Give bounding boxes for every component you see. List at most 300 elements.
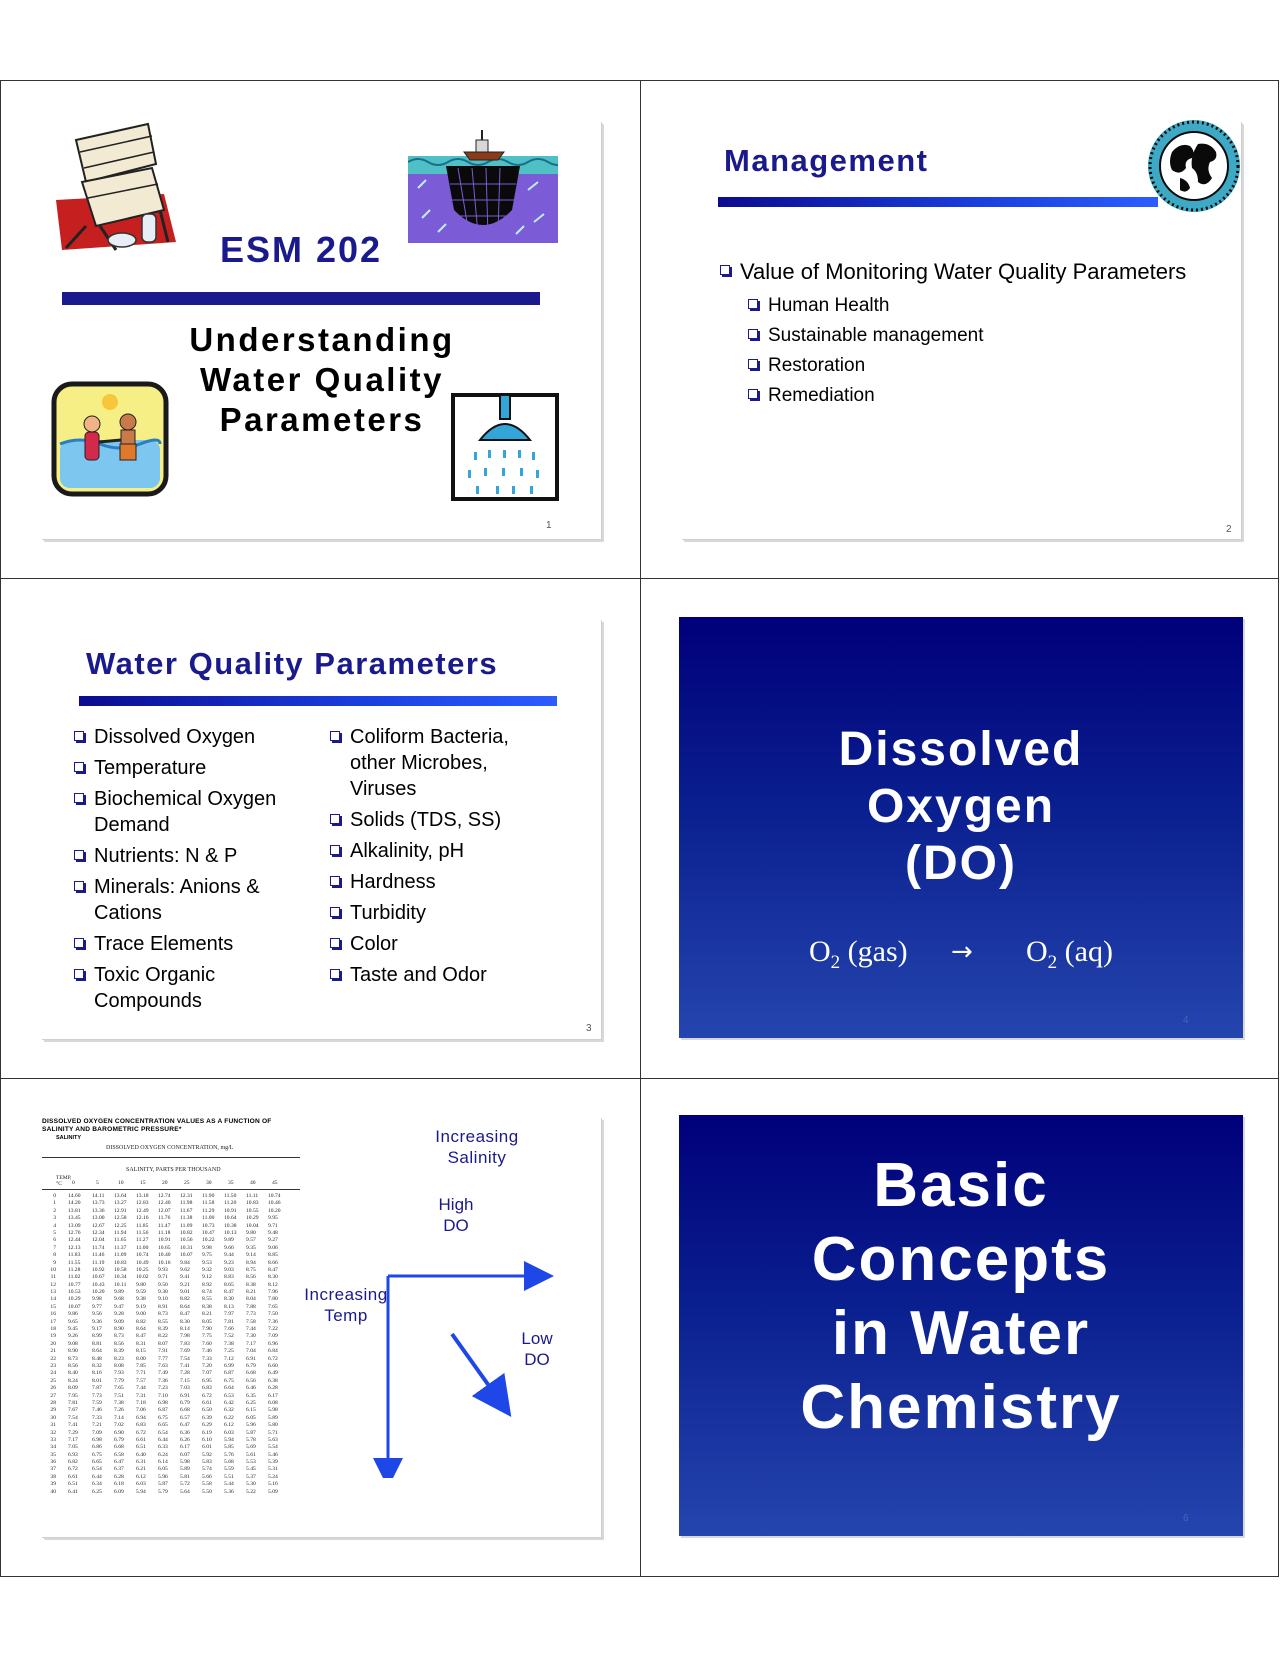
- do-value-cell: 6.72: [268, 1355, 278, 1362]
- salinity-columns: [42, 1180, 300, 1188]
- do-value-cell: 7.52: [224, 1333, 234, 1340]
- slide-1-title: [172, 320, 472, 440]
- temp-cell: 40: [50, 1488, 56, 1495]
- do-value-cell: 11.76: [158, 1215, 171, 1222]
- do-value-cell: 10.65: [158, 1244, 171, 1251]
- do-value-cell: 9.00: [136, 1311, 146, 1318]
- temp-cell: 15: [50, 1303, 56, 1310]
- temp-cell: 8: [53, 1252, 56, 1259]
- do-value-cell: 10.82: [180, 1229, 193, 1236]
- do-value-cell: 12.91: [114, 1207, 127, 1214]
- title-line: in Water: [831, 1299, 1091, 1368]
- do-value-cell: 6.44: [158, 1436, 168, 1443]
- do-value-cell: 6.79: [114, 1436, 124, 1443]
- do-value-cell: 5.89: [180, 1466, 190, 1473]
- fishing-net-icon: [408, 128, 558, 243]
- bullet-text: Trace Elements: [94, 933, 234, 955]
- do-value-cell: 6.14: [158, 1459, 168, 1466]
- label-line: DO: [524, 1350, 550, 1369]
- do-value-cell: 12.83: [136, 1200, 149, 1207]
- do-value-cell: 7.41: [68, 1422, 78, 1429]
- do-value-cell: 11.00: [202, 1215, 215, 1222]
- do-value-cell: 9.98: [202, 1244, 212, 1251]
- do-value-cell: 8.90: [68, 1348, 78, 1355]
- temp-cell: 10: [50, 1266, 56, 1273]
- do-value-cell: 11.55: [68, 1259, 81, 1266]
- do-value-cell: 11.46: [92, 1252, 105, 1259]
- do-value-cell: 9.59: [136, 1289, 146, 1296]
- do-value-cell: 8.38: [202, 1303, 212, 1310]
- do-value-cell: 6.99: [224, 1362, 234, 1369]
- do-value-cell: 9.09: [114, 1318, 124, 1325]
- temp-cell: 32: [50, 1429, 56, 1436]
- do-value-cell: 10.31: [180, 1244, 193, 1251]
- temp-cell: 38: [50, 1473, 56, 1480]
- do-value-cell: 5.69: [246, 1444, 256, 1451]
- do-value-cell: 6.61: [202, 1399, 212, 1406]
- temp-cell: 19: [50, 1333, 56, 1340]
- do-value-cell: 7.79: [114, 1377, 124, 1384]
- do-value-cell: 7.60: [202, 1340, 212, 1347]
- do-value-cell: 7.54: [68, 1414, 78, 1421]
- slide-3: [42, 620, 602, 1040]
- do-value-cell: 6.32: [224, 1407, 234, 1414]
- do-value-cell: 6.09: [114, 1488, 124, 1495]
- table-row: [42, 1341, 300, 1348]
- do-value-cell: 8.73: [68, 1355, 78, 1362]
- do-value-cell: 8.64: [92, 1348, 102, 1355]
- table-row: [42, 1230, 300, 1237]
- table-row: [42, 1296, 300, 1303]
- do-value-cell: 8.21: [246, 1289, 256, 1296]
- table-row: [42, 1400, 300, 1407]
- salinity-column-header: 5: [96, 1180, 99, 1186]
- do-value-cell: 5.87: [246, 1429, 256, 1436]
- table-row: [42, 1193, 300, 1200]
- row-divider-1: [1, 578, 1278, 579]
- temp-cell: 24: [50, 1370, 56, 1377]
- bullet-text: Taste and Odor: [350, 964, 487, 986]
- do-value-cell: 5.59: [224, 1466, 234, 1473]
- do-value-cell: 6.46: [246, 1385, 256, 1392]
- list-item: [330, 807, 550, 833]
- list-item: [748, 291, 1190, 321]
- do-value-cell: 7.22: [268, 1326, 278, 1333]
- do-value-cell: 5.46: [268, 1451, 278, 1458]
- do-value-cell: 6.75: [224, 1377, 234, 1384]
- do-value-cell: 12.16: [136, 1215, 149, 1222]
- temp-cell: 34: [50, 1444, 56, 1451]
- do-value-cell: 9.26: [68, 1333, 78, 1340]
- do-value-cell: 6.91: [246, 1355, 256, 1362]
- do-value-cell: 10.07: [180, 1252, 193, 1259]
- do-value-cell: 8.83: [224, 1274, 234, 1281]
- do-value-cell: 6.01: [202, 1444, 212, 1451]
- do-value-cell: 5.71: [268, 1429, 278, 1436]
- do-value-cell: 10.29: [68, 1296, 81, 1303]
- do-value-cell: 12.34: [92, 1229, 105, 1236]
- list-item: [74, 786, 304, 838]
- do-value-cell: 8.39: [158, 1326, 168, 1333]
- do-value-cell: 7.58: [246, 1318, 256, 1325]
- row-divider-2: [1, 1078, 1278, 1079]
- do-value-cell: 8.85: [268, 1252, 278, 1259]
- do-value-cell: 7.85: [136, 1362, 146, 1369]
- do-value-cell: 6.53: [224, 1392, 234, 1399]
- do-value-cell: 7.17: [246, 1340, 256, 1347]
- checkbox-bullet-icon: [330, 969, 340, 979]
- do-value-cell: 5.24: [268, 1473, 278, 1480]
- do-value-cell: 7.88: [246, 1303, 256, 1310]
- right-parameter-list: [330, 724, 550, 993]
- do-value-cell: 13.45: [68, 1215, 81, 1222]
- checkbox-bullet-icon: [330, 814, 340, 824]
- do-value-cell: 9.10: [158, 1296, 168, 1303]
- do-value-cell: 8.00: [136, 1355, 146, 1362]
- do-value-cell: 7.44: [136, 1385, 146, 1392]
- do-value-cell: 8.74: [202, 1289, 212, 1296]
- bullet-text: Nutrients: N & P: [94, 845, 238, 867]
- do-decrease-arrow: [452, 1334, 502, 1404]
- do-value-cell: 7.23: [158, 1385, 168, 1392]
- do-value-cell: 8.47: [268, 1266, 278, 1273]
- slide-number: 2: [1226, 524, 1232, 535]
- do-value-cell: 5.74: [202, 1466, 212, 1473]
- do-value-cell: 8.48: [92, 1355, 102, 1362]
- do-value-cell: 10.38: [224, 1222, 237, 1229]
- temp-cell: 17: [50, 1318, 56, 1325]
- do-value-cell: 10.53: [68, 1289, 81, 1296]
- do-value-cell: 7.65: [268, 1303, 278, 1310]
- do-value-cell: 7.36: [268, 1318, 278, 1325]
- do-value-cell: 6.83: [202, 1385, 212, 1392]
- do-value-cell: 9.30: [158, 1289, 168, 1296]
- high-do-label: [426, 1194, 486, 1236]
- increasing-temp-label: [296, 1284, 396, 1326]
- table-row: [42, 1304, 300, 1311]
- temp-cell: 0: [53, 1193, 56, 1199]
- slide-number: 6: [1183, 1513, 1189, 1524]
- list-item: [330, 962, 550, 988]
- do-value-cell: 12.04: [92, 1237, 105, 1244]
- temp-cell: 30: [50, 1414, 56, 1421]
- do-value-cell: 13.18: [136, 1193, 149, 1199]
- do-value-cell: 9.93: [158, 1266, 168, 1273]
- do-value-cell: 9.71: [158, 1274, 168, 1281]
- do-value-cell: 10.92: [92, 1266, 105, 1273]
- title-line: Oxygen: [866, 780, 1056, 833]
- do-value-cell: 7.29: [68, 1429, 78, 1436]
- do-value-cell: 10.29: [246, 1215, 259, 1222]
- table-row: [42, 1237, 300, 1244]
- bullet-text: Minerals: Anions & Cations: [94, 876, 260, 924]
- bullet-text: Restoration: [768, 355, 866, 376]
- do-value-cell: 8.64: [180, 1303, 190, 1310]
- temp-cell: 1: [53, 1200, 56, 1207]
- do-value-cell: 10.40: [158, 1252, 171, 1259]
- do-value-cell: 5.89: [268, 1414, 278, 1421]
- do-value-cell: 6.87: [224, 1370, 234, 1377]
- table-row: [42, 1481, 300, 1488]
- slide-2: [682, 122, 1242, 540]
- do-value-cell: 9.47: [114, 1303, 124, 1310]
- slide-6: [679, 1115, 1243, 1536]
- temp-cell: 23: [50, 1362, 56, 1369]
- do-value-cell: 5.94: [224, 1436, 234, 1443]
- do-value-cell: 8.73: [158, 1311, 168, 1318]
- do-value-cell: 6.08: [268, 1399, 278, 1406]
- list-item: [720, 257, 1190, 287]
- do-value-cell: 5.66: [202, 1473, 212, 1480]
- do-value-cell: 11.11: [246, 1193, 259, 1199]
- do-value-cell: 11.83: [68, 1252, 81, 1259]
- do-value-cell: 6.50: [202, 1407, 212, 1414]
- do-value-cell: 6.54: [92, 1466, 102, 1473]
- temp-cell: 31: [50, 1422, 56, 1429]
- list-item: [74, 874, 304, 926]
- do-value-cell: 7.71: [136, 1370, 146, 1377]
- checkbox-bullet-icon: [74, 850, 84, 860]
- do-value-cell: 9.27: [268, 1237, 278, 1244]
- table-row: [42, 1245, 300, 1252]
- do-value-cell: 10.56: [180, 1237, 193, 1244]
- checkbox-bullet-icon: [74, 881, 84, 891]
- do-value-cell: 7.80: [268, 1296, 278, 1303]
- do-value-cell: 6.22: [224, 1414, 234, 1421]
- do-value-cell: 8.82: [136, 1318, 146, 1325]
- do-value-cell: 5.37: [246, 1473, 256, 1480]
- do-value-cell: 5.50: [202, 1488, 212, 1495]
- do-value-cell: 8.56: [68, 1362, 78, 1369]
- temp-cell: 3: [53, 1215, 56, 1222]
- do-value-cell: 6.40: [136, 1451, 146, 1458]
- do-value-cell: 8.22: [158, 1333, 168, 1340]
- do-value-cell: 6.15: [246, 1407, 256, 1414]
- do-value-cell: 9.17: [92, 1326, 102, 1333]
- do-value-cell: 6.18: [114, 1481, 124, 1488]
- table-row: [42, 1363, 300, 1370]
- do-value-cell: 9.50: [158, 1281, 168, 1288]
- beach-couple-icon: [50, 380, 170, 498]
- salinity-column-header: 30: [206, 1180, 212, 1186]
- do-value-cell: 7.03: [180, 1385, 190, 1392]
- do-value-cell: 7.81: [68, 1399, 78, 1406]
- do-value-cell: 8.31: [136, 1340, 146, 1347]
- do-value-cell: 7.09: [268, 1333, 278, 1340]
- slide-title: Management: [724, 143, 929, 178]
- do-value-cell: 7.66: [224, 1326, 234, 1333]
- temp-cell: 22: [50, 1355, 56, 1362]
- do-value-cell: 10.55: [246, 1207, 259, 1214]
- do-value-cell: 7.46: [92, 1407, 102, 1414]
- checkbox-bullet-icon: [74, 731, 84, 741]
- do-value-cell: 9.62: [180, 1266, 190, 1273]
- do-value-cell: 11.29: [202, 1207, 215, 1214]
- do-value-cell: 11.20: [224, 1200, 237, 1207]
- do-value-cell: 7.17: [68, 1436, 78, 1443]
- do-value-cell: 5.30: [246, 1481, 256, 1488]
- do-value-cell: 9.36: [92, 1318, 102, 1325]
- temp-cell: 36: [50, 1459, 56, 1466]
- do-value-cell: 9.80: [246, 1229, 256, 1236]
- list-item: [748, 321, 1190, 351]
- do-value-cell: 7.33: [92, 1414, 102, 1421]
- do-value-cell: 6.95: [202, 1377, 212, 1384]
- do-value-cell: 7.90: [202, 1326, 212, 1333]
- do-value-cell: 7.95: [68, 1392, 78, 1399]
- checkbox-bullet-icon: [748, 329, 758, 339]
- do-value-cell: 5.87: [158, 1481, 168, 1488]
- do-value-cell: 7.15: [180, 1377, 190, 1384]
- do-value-cell: 9.23: [224, 1259, 234, 1266]
- do-value-cell: 12.58: [114, 1215, 127, 1222]
- bullet-text: Solids (TDS, SS): [350, 809, 502, 831]
- equation-left-base: O: [809, 935, 831, 968]
- do-value-cell: 12.44: [68, 1237, 81, 1244]
- do-value-cell: 5.94: [136, 1488, 146, 1495]
- table-row: [42, 1385, 300, 1392]
- checkbox-bullet-icon: [720, 265, 730, 275]
- temp-cell: 33: [50, 1436, 56, 1443]
- do-value-cell: 12.76: [68, 1229, 81, 1236]
- do-value-cell: 7.30: [246, 1333, 256, 1340]
- do-value-cell: 7.12: [224, 1355, 234, 1362]
- temp-cell: 26: [50, 1385, 56, 1392]
- do-value-cell: 8.23: [114, 1355, 124, 1362]
- do-value-cell: 9.35: [246, 1244, 256, 1251]
- do-value-cell: 6.17: [180, 1444, 190, 1451]
- equation-left: [809, 935, 908, 974]
- do-value-cell: 6.38: [268, 1377, 278, 1384]
- label-line: Increasing: [304, 1285, 388, 1304]
- salinity-column-header: 0: [72, 1180, 75, 1186]
- do-value-cell: 5.80: [268, 1422, 278, 1429]
- temp-cell: 4: [53, 1222, 56, 1229]
- do-value-cell: 9.12: [202, 1274, 212, 1281]
- equation-left-subscript: 2: [830, 952, 841, 973]
- do-value-cell: 5.61: [246, 1451, 256, 1458]
- do-value-cell: 5.63: [268, 1436, 278, 1443]
- do-value-cell: 10.74: [136, 1252, 149, 1259]
- do-value-cell: 8.40: [68, 1370, 78, 1377]
- do-value-cell: 7.38: [114, 1399, 124, 1406]
- checkbox-bullet-icon: [748, 359, 758, 369]
- do-value-cell: 10.91: [158, 1237, 171, 1244]
- do-value-cell: 10.13: [224, 1229, 237, 1236]
- do-value-cell: 9.71: [268, 1222, 278, 1229]
- do-value-cell: 10.47: [202, 1229, 215, 1236]
- title-line: Understanding: [189, 321, 455, 358]
- temp-cell: 16: [50, 1311, 56, 1318]
- do-value-cell: 5.36: [224, 1488, 234, 1495]
- temp-cell: 6: [53, 1237, 56, 1244]
- do-value-cell: 7.67: [68, 1407, 78, 1414]
- bullet-text: Coliform Bacteria, other Microbes, Viruses: [350, 726, 509, 800]
- do-value-cell: 13.00: [92, 1215, 105, 1222]
- bullet-text: Turbidity: [350, 902, 426, 924]
- do-value-cell: 6.91: [180, 1392, 190, 1399]
- do-value-cell: 7.50: [268, 1311, 278, 1318]
- temp-cell: 39: [50, 1481, 56, 1488]
- do-value-cell: 7.59: [92, 1399, 102, 1406]
- do-value-cell: 5.83: [202, 1459, 212, 1466]
- beach-chair-icon: [56, 122, 176, 254]
- do-value-cell: 6.82: [68, 1459, 78, 1466]
- do-value-cell: 6.68: [246, 1370, 256, 1377]
- slide-number: 5: [586, 1522, 592, 1533]
- bullet-text: Value of Monitoring Water Quality Parameters: [740, 259, 1187, 284]
- do-value-cell: 6.83: [136, 1422, 146, 1429]
- temp-cell: 11: [50, 1274, 56, 1281]
- column-divider: [640, 81, 641, 1576]
- label-line: Temp: [324, 1306, 368, 1325]
- list-item: [74, 931, 304, 957]
- temp-cell: 9: [53, 1259, 56, 1266]
- table-row: [42, 1326, 300, 1333]
- salinity-column-header: 10: [118, 1180, 124, 1186]
- do-value-cell: 7.83: [180, 1340, 190, 1347]
- do-value-cell: 9.21: [180, 1281, 190, 1288]
- do-value-cell: 10.43: [92, 1281, 105, 1288]
- do-value-cell: 7.96: [268, 1289, 278, 1296]
- do-value-cell: 9.68: [114, 1296, 124, 1303]
- do-value-cell: 7.46: [202, 1348, 212, 1355]
- slide-1: [42, 122, 602, 540]
- do-value-cell: 9.01: [180, 1289, 190, 1296]
- do-value-cell: 7.51: [114, 1392, 124, 1399]
- do-value-cell: 6.56: [246, 1377, 256, 1384]
- do-value-cell: 6.98: [158, 1399, 168, 1406]
- do-value-cell: 11.94: [114, 1229, 127, 1236]
- do-value-cell: 6.05: [246, 1414, 256, 1421]
- do-value-cell: 8.01: [92, 1377, 102, 1384]
- do-value-cell: 6.79: [180, 1399, 190, 1406]
- do-value-cell: 8.09: [68, 1385, 78, 1392]
- list-item: [74, 724, 304, 750]
- do-value-cell: 9.89: [114, 1289, 124, 1296]
- do-value-cell: 9.66: [224, 1244, 234, 1251]
- do-value-cell: 6.57: [180, 1414, 190, 1421]
- do-value-cell: 10.83: [114, 1259, 127, 1266]
- table-row: [42, 1444, 300, 1451]
- do-value-cell: 9.14: [246, 1252, 256, 1259]
- low-do-label: [512, 1328, 562, 1370]
- do-value-cell: 8.75: [246, 1266, 256, 1273]
- do-value-cell: 10.83: [246, 1200, 259, 1207]
- checkbox-bullet-icon: [74, 969, 84, 979]
- do-value-cell: 5.85: [224, 1444, 234, 1451]
- slide-number: 4: [1183, 1015, 1189, 1026]
- checkbox-bullet-icon: [330, 938, 340, 948]
- do-value-cell: 5.51: [224, 1473, 234, 1480]
- do-value-cell: 7.36: [158, 1377, 168, 1384]
- do-value-cell: 12.07: [158, 1207, 171, 1214]
- do-value-cell: 8.99: [92, 1333, 102, 1340]
- do-value-cell: 6.33: [158, 1444, 168, 1451]
- do-value-cell: 6.54: [158, 1429, 168, 1436]
- concentration-header: DISSOLVED OXYGEN CONCENTRATION, mg/L: [106, 1145, 234, 1151]
- do-value-cell: 7.63: [158, 1362, 168, 1369]
- do-value-cell: 7.07: [202, 1370, 212, 1377]
- do-value-cell: 8.82: [180, 1296, 190, 1303]
- do-value-cell: 6.25: [246, 1399, 256, 1406]
- do-value-cell: 7.18: [136, 1399, 146, 1406]
- table-title: DISSOLVED OXYGEN CONCENTRATION VALUES AS A FUNCTION OF SALINITY AND BAROMETRIC PRESSURE*: [42, 1118, 272, 1133]
- do-value-cell: 6.68: [180, 1407, 190, 1414]
- table-row: [42, 1489, 300, 1496]
- list-item: [330, 931, 550, 957]
- do-value-cell: 6.61: [136, 1436, 146, 1443]
